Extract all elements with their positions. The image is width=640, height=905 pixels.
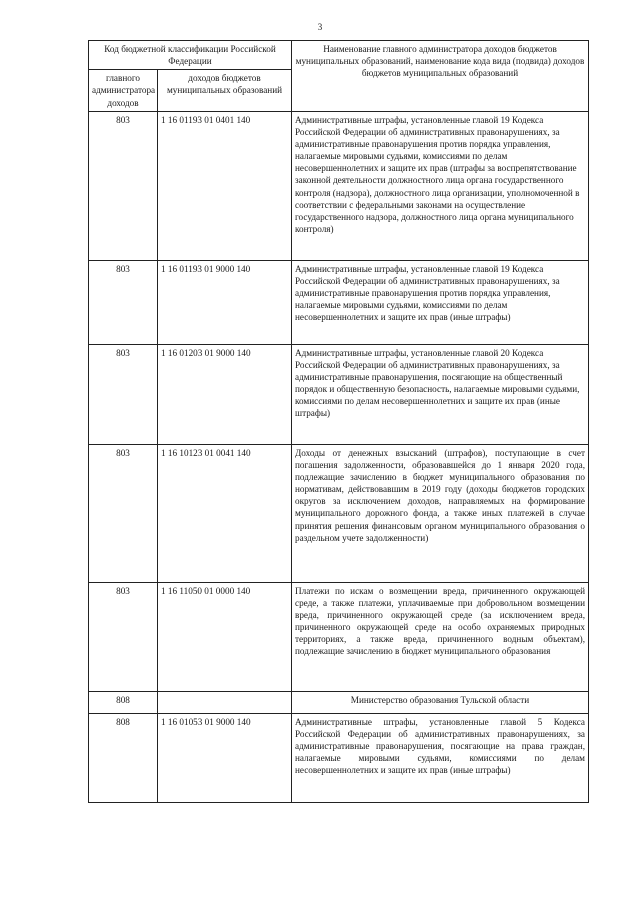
table-row (89, 713, 589, 802)
ministry-name-cell: Министерство образования Тульской области (292, 691, 589, 713)
admin-code-cell: 803 (89, 260, 158, 344)
revenue-code-cell: 1 16 01053 01 9000 140 (158, 713, 292, 802)
admin-code-cell: 808 (89, 713, 158, 802)
table-row (89, 444, 589, 582)
admin-code-cell: 803 (89, 111, 158, 260)
table-row (89, 260, 589, 344)
header-municipal-revenue: доходов бюджетов муниципальных образований (158, 70, 292, 111)
admin-code-cell: 803 (89, 444, 158, 582)
header-name-column: Наименование главного администратора доходов бюджетов муниципальных образований, наименование кода вида (подвида) доходов бюджетов муниципальных образований (292, 41, 589, 112)
description-cell: Административные штрафы, установленные главой 19 Кодекса Российской Федерации об административных правонарушениях, за административные правонарушения против порядка управления, налагаемые мировыми судьями, комиссиями по делам несовершеннолетних и защите их прав (иные штрафы) (292, 260, 589, 344)
admin-code-cell: 808 (89, 691, 158, 713)
revenue-classification-table (88, 40, 589, 803)
table-row (89, 111, 589, 260)
revenue-code-cell: 1 16 11050 01 0000 140 (158, 582, 292, 691)
table-header-row (89, 41, 589, 70)
table-row (89, 691, 589, 713)
description-cell: Административные штрафы, установленные главой 19 Кодекса Российской Федерации об административных правонарушениях, за административные правонарушения против порядка управления, налагаемые мировыми судьями, комиссиями по делам несовершеннолетних и защите их прав (штрафы за воспрепятствование законной деятельности должностного лица органа государственного контроля (надзора), должностного лица организации, уполномоченной в соответствии с федеральными законами на осуществление государственного надзора, должностного лица органа муниципального контроля) (292, 111, 589, 260)
admin-code-cell: 803 (89, 582, 158, 691)
revenue-code-cell: 1 16 10123 01 0041 140 (158, 444, 292, 582)
description-cell: Административные штрафы, установленные главой 5 Кодекса Российской Федерации об административных правонарушениях, за административные правонарушения, посягающие на права граждан, налагаемые мировыми судьями, комиссиями по делам несовершеннолетних и защите их прав (иные штрафы) (292, 713, 589, 802)
header-main-admin: главного администратора доходов (89, 70, 158, 111)
description-cell: Платежи по искам о возмещении вреда, причиненного окружающей среде, а также платежи, уплачиваемые при добровольном возмещении вреда, причиненного окружающей среде (за исключением вреда, причиненного окружающей среде на особо охраняемых природных территориях, а также вреда, причиненного водным объектам), подлежащие зачислению в бюджет муниципального образования (292, 582, 589, 691)
revenue-code-cell: 1 16 01193 01 9000 140 (158, 260, 292, 344)
revenue-code-cell (158, 691, 292, 713)
admin-code-cell: 803 (89, 344, 158, 444)
revenue-code-cell: 1 16 01203 01 9000 140 (158, 344, 292, 444)
header-classification-code: Код бюджетной классификации Российской Федерации (89, 41, 292, 70)
description-cell: Административные штрафы, установленные главой 20 Кодекса Российской Федерации об административных правонарушениях, за административные правонарушения, посягающие на общественный порядок и общественную безопасность, налагаемые мировыми судьями, комиссиями по делам несовершеннолетних и защите их прав (иные штрафы) (292, 344, 589, 444)
table-row (89, 344, 589, 444)
page-number: 3 (317, 22, 323, 32)
table-row (89, 582, 589, 691)
description-cell: Доходы от денежных взысканий (штрафов), поступающие в счет погашения задолженности, образовавшейся до 1 января 2020 года, подлежащие зачислению в бюджет муниципального образования по нормативам, действовавшим в 2019 году (доходы бюджетов городских округов за исключением доходов, направляемых на формирование муниципального дорожного фонда, а также иных платежей в случае принятия решения финансовым органом муниципального образования о раздельном учете задолженности) (292, 444, 589, 582)
revenue-code-cell: 1 16 01193 01 0401 140 (158, 111, 292, 260)
